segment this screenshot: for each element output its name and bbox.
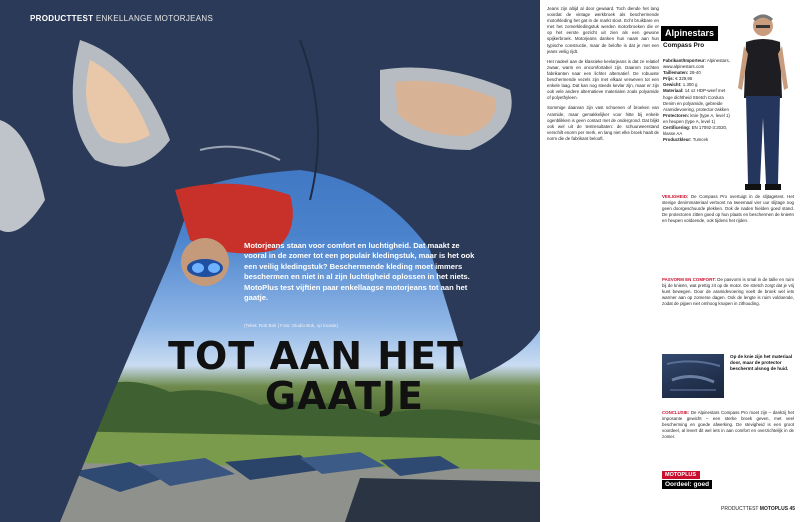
spec-row: Fabrikant/Importeur: Alpinestars, www.alpinestars.com	[663, 58, 730, 70]
spec-row: Taillematen: 28-40	[663, 70, 701, 76]
spec-row: Prijs: € 329,95	[663, 76, 693, 82]
right-page	[540, 0, 800, 522]
spec-list	[663, 58, 733, 143]
verdict-label: MOTOPLUS	[662, 471, 700, 479]
article-paragraph: Jeans zijn altijd al door gewaard. Toch diende het lang voordat de vintage werkbroek als beschermende motorkleding het gat in de markt sloot. Echt bruikbare en met het zomerkledingstuk werden motorbroeken die er op het eerste gezicht uit zien als een gewone spijkerbroek. Motorjeans danken hun naam aan hun typische constructie, maar de belofte is dat je met een jeans veilig rijdt.	[547, 6, 659, 54]
inset-caption: Op de knie zijn het materiaal door, maar de protector beschermt alsnog de huid.	[730, 354, 793, 371]
section-fit-text: De pasvorm is smal in de taille en ruim bij de knieën, wat prettig zit op de motor. De stretch zorgt dat je vrij kunt bewegen. Door de aramidevoering voelt de broek wel iets warmer aan op zomerse dagen. Ook de lengte is ruim voldoende, zodat de pijpen niet omhoog kruipen in zithouding.	[662, 277, 794, 307]
section-safety	[662, 194, 794, 224]
kicker	[30, 14, 213, 23]
section-conclusion	[662, 410, 794, 440]
section-fit	[662, 277, 794, 307]
spec-row: Gewicht: 1.300 g	[663, 82, 698, 88]
product-model: Compass Pro	[663, 42, 705, 49]
section-conclusion-title: CONCLUSIE:	[662, 410, 690, 415]
verdict-value: Oordeel: goed	[662, 480, 712, 489]
footer-section: PRODUCTTEST	[720, 506, 759, 512]
verdict-badge	[662, 471, 712, 489]
intro-text: Motorjeans staan voor comfort en luchtigheid. Dat maakt ze vooral in de zomer tot een populair kledingstuk, maar is het ook een veilig kledingstuk? Beschermende kleding moet immers beschermen en niet in al zijn luchtigheid oplossen in het niets. MotoPlus test vijftien paar enkellaagse motorjeans tot aan het gaatje.	[244, 241, 475, 303]
model-person-photo	[732, 8, 794, 194]
headline-line-1: TOT AAN HET	[168, 334, 464, 378]
knee-inset-photo	[662, 354, 724, 398]
section-safety-title: VEILIGHEID:	[662, 194, 689, 199]
knee-detail-image	[662, 354, 724, 398]
headline	[104, 336, 464, 416]
page-footer	[540, 506, 795, 512]
section-fit-title: PASVORM EN COMFORT:	[662, 277, 716, 282]
spec-row: Productkleur: Tumcek	[663, 137, 709, 143]
product-brand: Alpinestars	[661, 26, 718, 41]
section-conclusion-text: De Alpinestars Compass Pro moet zijn – dankzij het imposante gewicht – een sterke broek geven, met veel bescherming en goede afwerking. De stevigheid is een groot voordeel, al levert dit wel iets in aan comfort en overzichtelijk in de zomer.	[662, 410, 794, 440]
kicker-topic: ENKELLANGE MOTORJEANS	[95, 14, 214, 23]
kicker-section: PRODUCTTEST	[30, 14, 94, 23]
spec-row: Certificering: EN 17092-3:2020, klasse AA	[663, 125, 728, 137]
page-number: 45	[789, 506, 795, 512]
section-safety-text: De Compass Pro overtuigt in de slijtagetest. Het stevige denimmateriaal vertoont na tweemaal vier uur slijtage nog geen doorgeschuurde plekken. Ook de naden hielden goed stand. De protectoren zitten goed op hun plaats en beschermen de knieën en heupen voldoende, ook tijdens het rijden.	[662, 194, 794, 224]
article-paragraph: Het nadeel aan de klassieke kevlarjeans is dat ze relatief zwaar, warm en oncomfortabel zijn. Daarom zochten fabrikanten naar een lichter alternatief. De robuuste beschermende vezels zijn met elkaar verweven tot een enkele laag. Dat kan nog steeds kevlar zijn, maar er zijn ook vele andere alternatieve materialen zoals polyamide of polyethyleen.	[547, 58, 659, 101]
headline-line-2: GAATJE	[264, 374, 424, 418]
article-column	[547, 6, 659, 146]
spec-row: Materiaal: 14 oz HDP-weef met hoge dichtheid Stretch Cordura Denim en polyamide, gebreide Aramidevoering, protector-zakken	[663, 88, 729, 112]
spec-row: Protectoren: knie (type A, level 1) en heupen (type A, level 1)	[663, 112, 730, 124]
article-paragraph: Sommige daarvan zijn vast schoenen of broeken van Aramide, maar gemakkelijker voor hitte bij enkele ogenblikken is geen contact met de ondergrond. Dat blijkt ook wel uit de testresultaten: de schuurweerstand verschilt enorm per merk, en lang niet elke broek haalt de norm die de fabrikant belooft.	[547, 105, 659, 141]
footer-magazine: MOTOPLUS	[759, 506, 789, 512]
photo-credit: (Tekst: Rob Bok | Foto: Studio Bok, op locatie)	[244, 323, 338, 328]
